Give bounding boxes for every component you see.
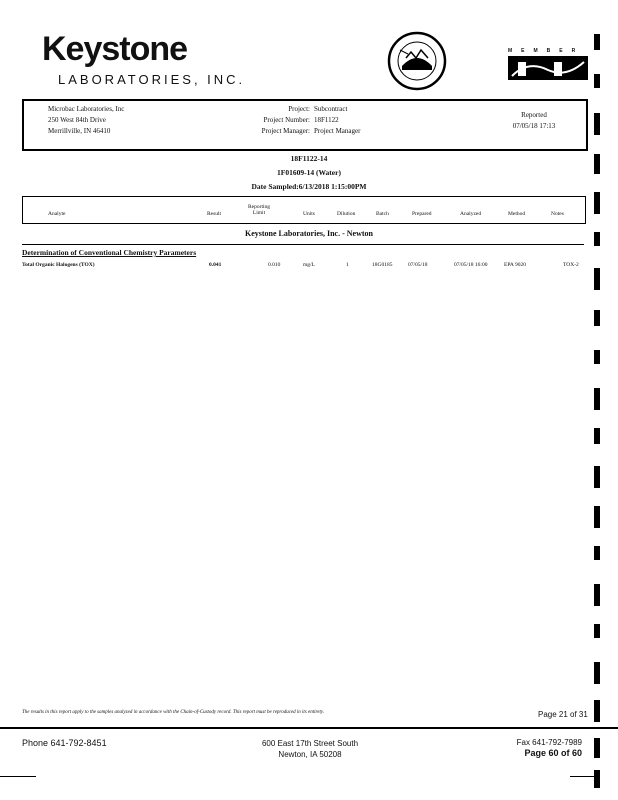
date-sampled: Date Sampled:6/13/2018 1:15:00PM bbox=[251, 182, 367, 191]
col-result: Result bbox=[207, 211, 222, 217]
client-address-line1: 250 West 84th Drive bbox=[48, 116, 106, 124]
edge-mark bbox=[594, 770, 600, 788]
project-manager-label: Project Manager: bbox=[261, 127, 310, 135]
divider bbox=[22, 244, 584, 245]
row-notes: TOX-2 bbox=[563, 262, 579, 268]
edge-mark bbox=[594, 506, 600, 528]
edge-mark bbox=[594, 350, 600, 364]
lab-location-title: Keystone Laboratories, Inc. - Newton bbox=[245, 229, 373, 238]
project-value: Subcontract bbox=[314, 105, 348, 113]
reported-date: 07/05/18 17:13 bbox=[512, 122, 556, 130]
page-number: Page 60 of 60 bbox=[524, 748, 582, 758]
edge-mark bbox=[594, 388, 600, 410]
client-name: Microbac Laboratories, Inc bbox=[48, 105, 125, 113]
col-method: Method bbox=[508, 211, 526, 217]
sample-id: 18F1122-14 bbox=[290, 154, 328, 163]
member-label: MEMBER bbox=[508, 48, 585, 54]
project-label: Project: bbox=[288, 105, 310, 113]
client-info bbox=[48, 104, 124, 137]
lab-address-line2: Newton, IA 50208 bbox=[278, 750, 342, 759]
sample-matrix: 1F01609-14 (Water) bbox=[277, 168, 341, 177]
edge-mark bbox=[594, 624, 600, 638]
row-units: mg/L bbox=[303, 262, 315, 268]
project-number-value: 18F1122 bbox=[314, 116, 339, 124]
lab-address bbox=[210, 738, 410, 760]
row-method: EPA 9020 bbox=[504, 262, 526, 268]
edge-mark bbox=[594, 34, 600, 50]
accreditation-seal-icon bbox=[386, 30, 448, 92]
fax-and-page bbox=[480, 738, 582, 758]
edge-mark bbox=[594, 700, 600, 722]
row-analyte: Total Organic Halogens (TOX) bbox=[22, 262, 95, 268]
edge-mark bbox=[594, 584, 600, 606]
row-dilution: 1 bbox=[346, 262, 349, 268]
edge-mark bbox=[594, 268, 600, 290]
section-title: Determination of Conventional Chemistry Parameters bbox=[22, 248, 197, 257]
col-analyzed: Analyzed bbox=[460, 211, 482, 217]
reported-label: Reported bbox=[521, 111, 547, 119]
col-batch: Batch bbox=[376, 211, 389, 217]
edge-mark bbox=[594, 662, 600, 684]
edge-mark bbox=[594, 546, 600, 560]
phone-number: Phone 641-792-8451 bbox=[22, 738, 107, 748]
row-analyzed: 07/05/18 16:00 bbox=[454, 262, 488, 268]
project-manager-value: Project Manager bbox=[314, 127, 361, 135]
row-result: 0.041 bbox=[209, 262, 222, 268]
bottom-mark-left bbox=[0, 776, 36, 777]
fax-number: Fax 641-792-7989 bbox=[516, 738, 582, 747]
col-reporting-limit: Reporting Limit bbox=[248, 204, 270, 216]
edge-mark bbox=[594, 738, 600, 758]
edge-mark bbox=[594, 428, 600, 444]
member-logo-icon bbox=[508, 50, 588, 82]
row-batch: 18G0185 bbox=[372, 262, 393, 268]
lab-address-line1: 600 East 17th Street South bbox=[261, 739, 359, 748]
row-limit: 0.010 bbox=[268, 262, 281, 268]
edge-mark bbox=[594, 74, 600, 88]
edge-mark bbox=[594, 113, 600, 135]
column-header-box bbox=[22, 196, 586, 224]
footer-divider bbox=[0, 727, 618, 729]
col-analyte: Analyte bbox=[48, 211, 66, 217]
col-prepared: Prepared bbox=[412, 211, 432, 217]
col-notes: Notes bbox=[551, 211, 564, 217]
client-address-line2: Merrillville, IN 46410 bbox=[48, 127, 111, 135]
project-labels bbox=[230, 104, 310, 137]
company-logo-subtitle: LABORATORIES, INC. bbox=[58, 72, 246, 87]
disclaimer-text: The results in this report apply to the samples analyzed in accordance with the Chain-of-Custody record. This report must be reproduced in its entirety. bbox=[22, 710, 325, 715]
row-prepared: 07/05/18 bbox=[408, 262, 428, 268]
project-number-label: Project Number: bbox=[263, 116, 310, 124]
edge-mark bbox=[594, 466, 600, 488]
page-number-inner: Page 21 of 31 bbox=[538, 710, 588, 719]
company-logo: Keystone bbox=[42, 30, 188, 68]
bottom-mark-right bbox=[570, 776, 594, 777]
col-dilution: Dilution bbox=[337, 211, 356, 217]
project-values bbox=[314, 104, 360, 137]
edge-mark bbox=[594, 310, 600, 326]
edge-mark bbox=[594, 192, 600, 214]
reported-info bbox=[498, 110, 570, 132]
col-units: Units bbox=[303, 211, 315, 217]
